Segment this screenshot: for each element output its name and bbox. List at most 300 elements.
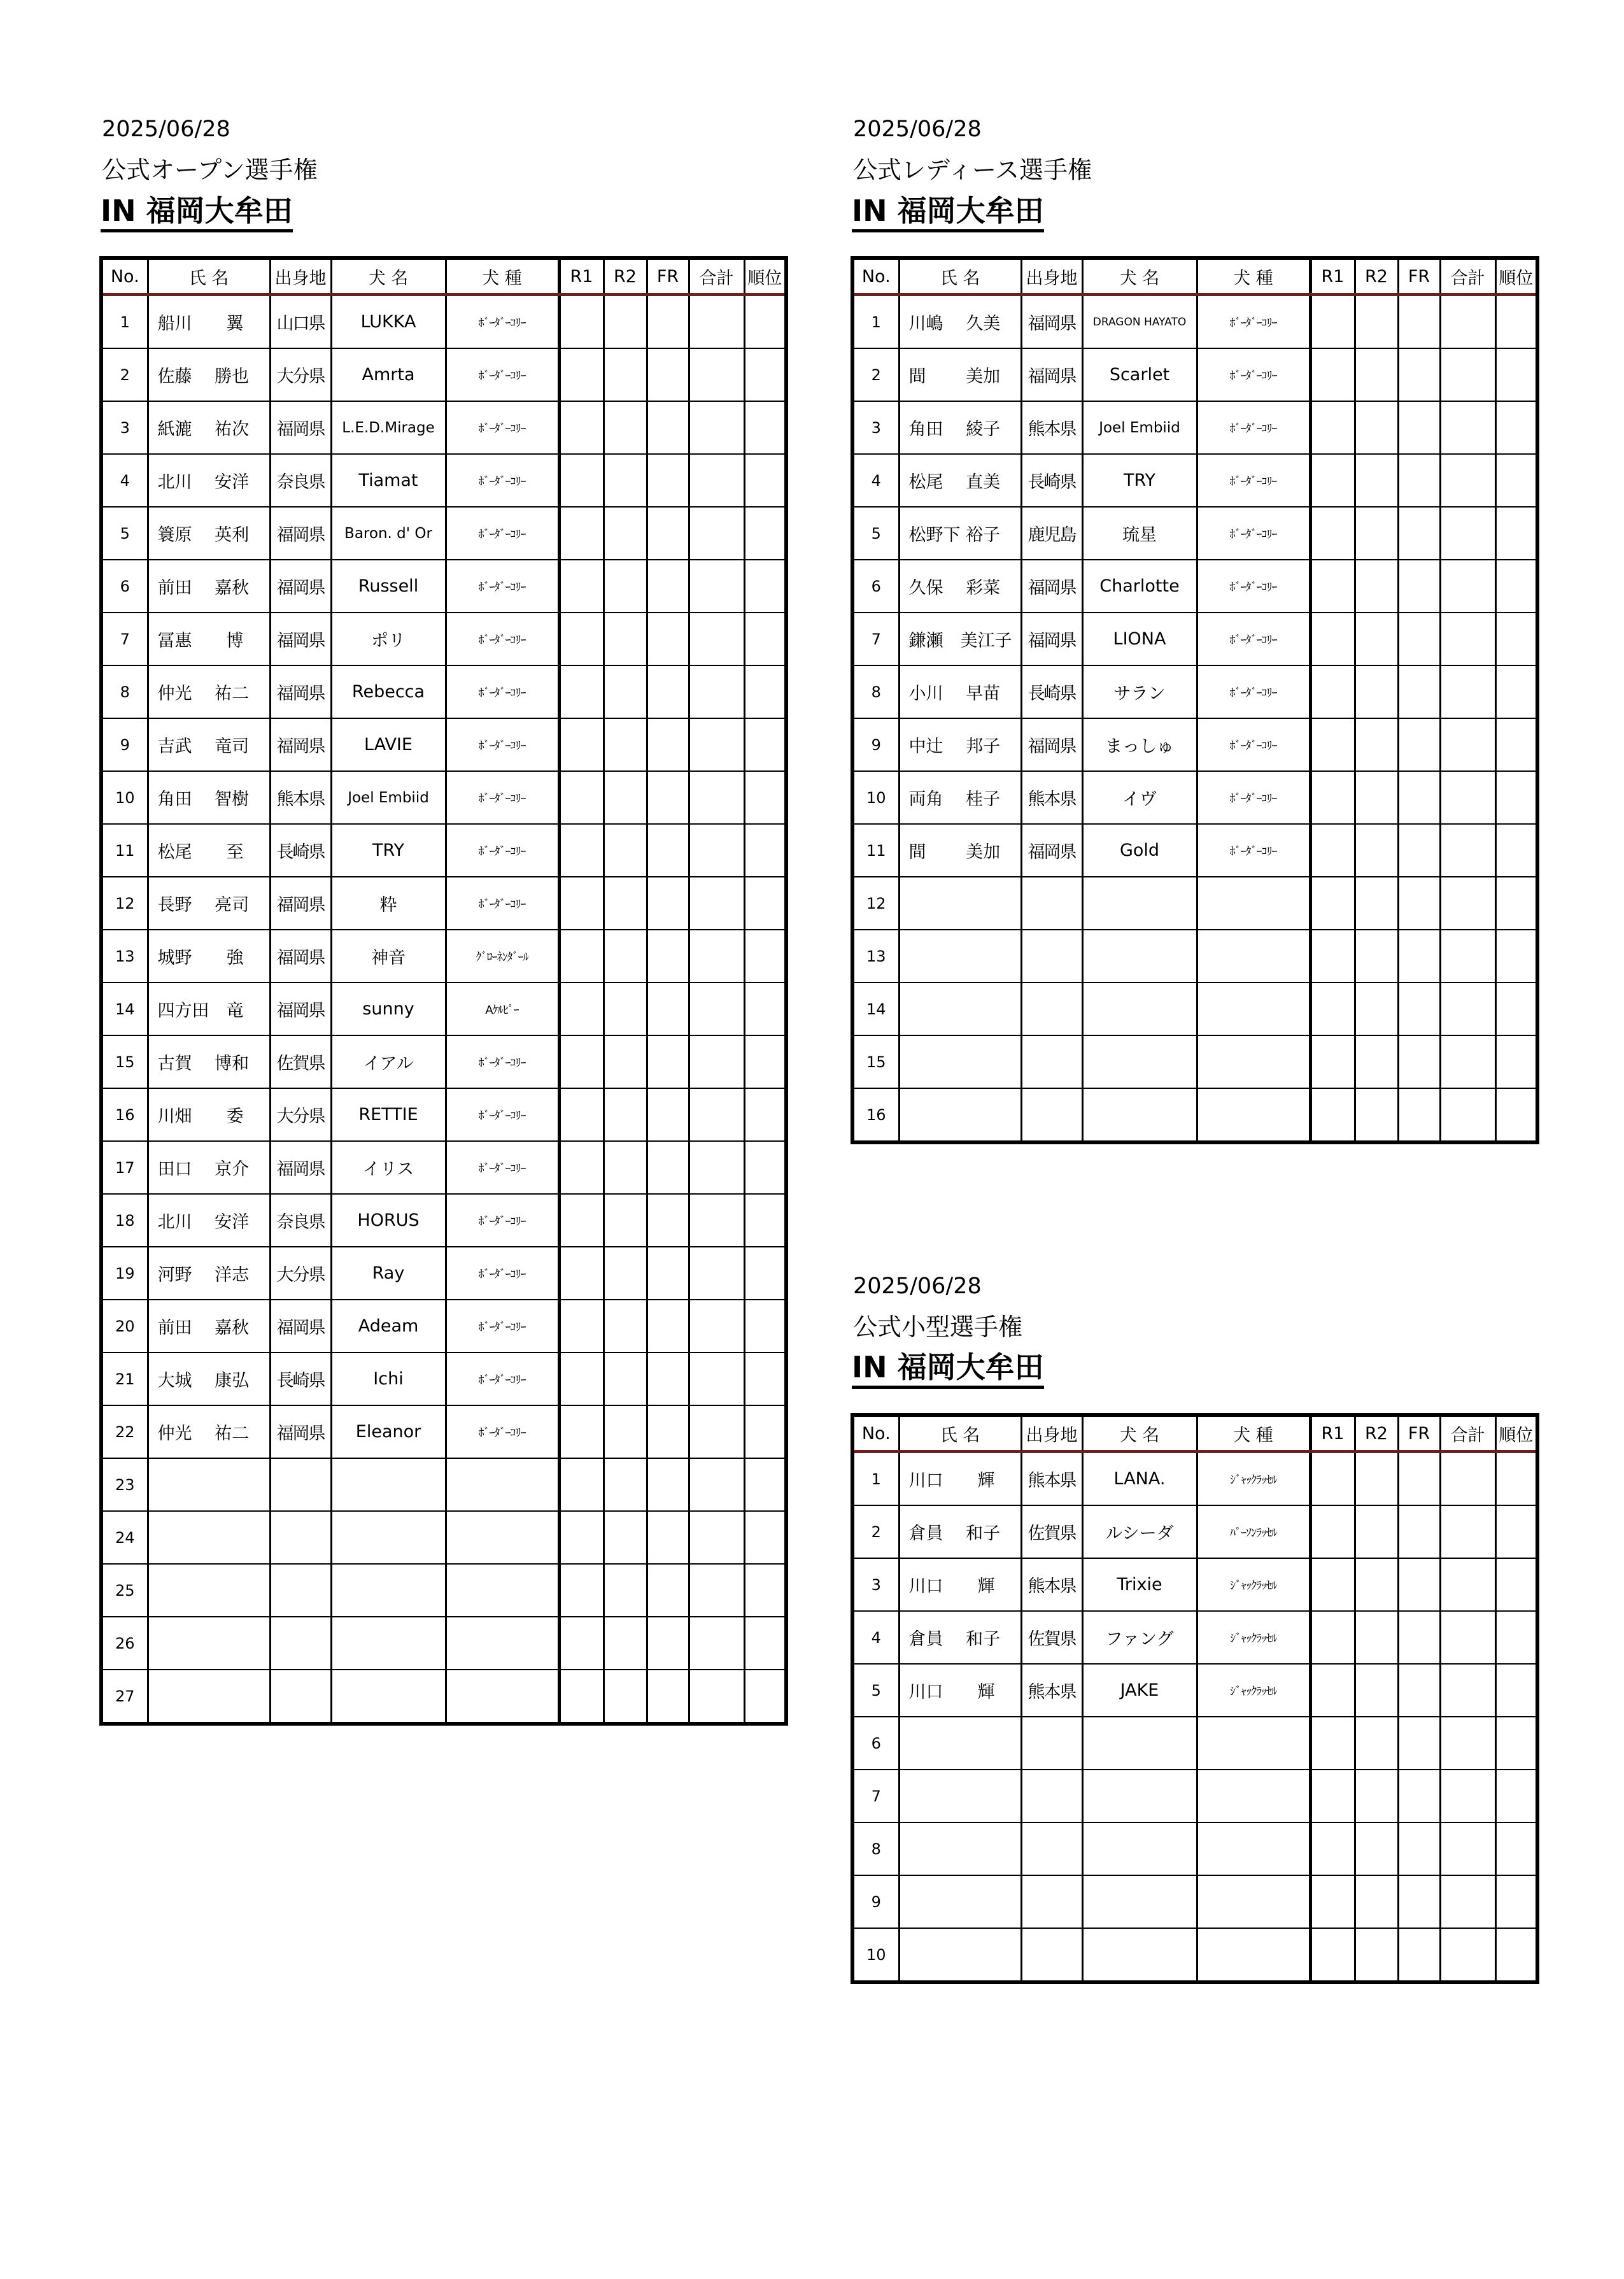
row-breed: ﾎﾞｰﾀﾞｰｺﾘｰ: [1197, 718, 1310, 771]
col-dog: 犬 名: [331, 258, 446, 295]
row-dog-name: Tiamat: [331, 454, 446, 507]
row-dog-name: [1082, 983, 1197, 1035]
row-breed: ｼﾞｬｯｸﾗｯｾﾙ: [1197, 1664, 1310, 1717]
row-breed: ﾎﾞｰﾀﾞｰｺﾘｰ: [446, 1035, 559, 1088]
row-total-score: [689, 401, 744, 454]
row-fr-score: [647, 1035, 689, 1088]
row-dog-name: [1082, 1770, 1197, 1822]
row-r2-score: [604, 1035, 647, 1088]
row-no: 8: [852, 1822, 899, 1875]
row-rank: [744, 824, 786, 877]
row-prefecture: 熊本県: [270, 771, 331, 824]
row-fr-score: [647, 295, 689, 349]
row-total-score: [1440, 507, 1495, 560]
row-dog-name: Gold: [1082, 824, 1197, 877]
row-prefecture: 長崎県: [270, 824, 331, 877]
table-row: [101, 665, 786, 718]
col-breed: 犬 種: [1197, 258, 1310, 295]
row-no: 7: [101, 613, 148, 665]
row-total-score: [689, 295, 744, 349]
row-dog-name: Joel Embiid: [331, 771, 446, 824]
row-r2-score: [604, 348, 647, 401]
row-breed: [1197, 877, 1310, 930]
row-handler-name: 川嶋 久美: [899, 295, 1021, 349]
row-prefecture: 大分県: [270, 1247, 331, 1300]
table-row: [852, 718, 1537, 771]
row-fr-score: [1398, 1035, 1440, 1088]
row-rank: [1495, 1558, 1537, 1611]
row-r1-score: [559, 824, 604, 877]
row-no: 5: [852, 507, 899, 560]
row-r1-score: [1310, 507, 1355, 560]
row-fr-score: [647, 930, 689, 983]
row-no: 6: [852, 560, 899, 613]
row-r1-score: [559, 454, 604, 507]
row-breed: ﾎﾞｰﾀﾞｰｺﾘｰ: [446, 1352, 559, 1405]
row-fr-score: [1398, 930, 1440, 983]
row-handler-name: [899, 1928, 1021, 1982]
row-breed: ﾎﾞｰﾀﾞｰｺﾘｰ: [446, 295, 559, 349]
table-row: [101, 1670, 786, 1724]
row-fr-score: [647, 454, 689, 507]
row-handler-name: 鎌瀬 美江子: [899, 613, 1021, 665]
row-handler-name: 間 美加: [899, 824, 1021, 877]
row-fr-score: [1398, 454, 1440, 507]
table-row: [101, 1617, 786, 1670]
row-dog-name: Adeam: [331, 1300, 446, 1352]
row-dog-name: Ichi: [331, 1352, 446, 1405]
row-prefecture: 鹿児島: [1021, 507, 1082, 560]
row-handler-name: 久保 彩菜: [899, 560, 1021, 613]
row-fr-score: [1398, 1770, 1440, 1822]
table-row: [852, 560, 1537, 613]
row-prefecture: [1021, 1822, 1082, 1875]
table-row: [101, 1511, 786, 1564]
row-r1-score: [1310, 1875, 1355, 1928]
row-dog-name: [331, 1564, 446, 1617]
row-prefecture: 福岡県: [270, 560, 331, 613]
row-r1-score: [1310, 1505, 1355, 1558]
table-row: [101, 1141, 786, 1194]
row-r2-score: [604, 1300, 647, 1352]
row-handler-name: [148, 1458, 270, 1511]
row-breed: [446, 1617, 559, 1670]
row-dog-name: Scarlet: [1082, 348, 1197, 401]
row-rank: [1495, 1611, 1537, 1664]
row-dog-name: まっしゅ: [1082, 718, 1197, 771]
row-no: 10: [101, 771, 148, 824]
row-r1-score: [559, 1617, 604, 1670]
row-rank: [744, 348, 786, 401]
row-prefecture: 福岡県: [1021, 560, 1082, 613]
table-row: [101, 1405, 786, 1458]
row-handler-name: 船川 翼: [148, 295, 270, 349]
row-r2-score: [604, 295, 647, 349]
row-total-score: [1440, 454, 1495, 507]
row-fr-score: [647, 1405, 689, 1458]
row-total-score: [689, 983, 744, 1035]
row-r2-score: [604, 1405, 647, 1458]
row-r2-score: [604, 560, 647, 613]
row-total-score: [689, 718, 744, 771]
row-rank: [744, 1194, 786, 1247]
table-row: [101, 401, 786, 454]
row-fr-score: [647, 1458, 689, 1511]
col-r2: R2: [1355, 1415, 1398, 1452]
row-rank: [744, 983, 786, 1035]
row-dog-name: sunny: [331, 983, 446, 1035]
row-r1-score: [1310, 1611, 1355, 1664]
row-total-score: [1440, 771, 1495, 824]
row-dog-name: [1082, 1717, 1197, 1770]
row-no: 5: [101, 507, 148, 560]
row-rank: [744, 401, 786, 454]
row-no: 9: [101, 718, 148, 771]
row-r2-score: [604, 1458, 647, 1511]
row-rank: [1495, 877, 1537, 930]
row-prefecture: 奈良県: [270, 454, 331, 507]
row-r1-score: [559, 718, 604, 771]
table-header-row: [101, 258, 786, 295]
row-total-score: [689, 454, 744, 507]
col-fr: FR: [647, 258, 689, 295]
row-r2-score: [604, 1194, 647, 1247]
row-fr-score: [647, 401, 689, 454]
row-total-score: [1440, 560, 1495, 613]
col-total: 合計: [689, 258, 744, 295]
row-breed: [1197, 1822, 1310, 1875]
row-handler-name: 松野下 裕子: [899, 507, 1021, 560]
col-fr: FR: [1398, 1415, 1440, 1452]
row-r2-score: [1355, 1088, 1398, 1142]
small-title: 公式小型選手権: [853, 1313, 1023, 1341]
row-total-score: [689, 560, 744, 613]
row-r1-score: [1310, 983, 1355, 1035]
col-total: 合計: [1440, 1415, 1495, 1452]
row-total-score: [689, 1088, 744, 1141]
row-rank: [744, 1617, 786, 1670]
row-r2-score: [1355, 1875, 1398, 1928]
row-r1-score: [1310, 1928, 1355, 1982]
col-no: No.: [852, 258, 899, 295]
row-no: 5: [852, 1664, 899, 1717]
row-r1-score: [1310, 1035, 1355, 1088]
row-r1-score: [1310, 348, 1355, 401]
row-fr-score: [1398, 1558, 1440, 1611]
row-rank: [744, 507, 786, 560]
row-prefecture: 福岡県: [1021, 613, 1082, 665]
row-rank: [744, 1035, 786, 1088]
row-rank: [1495, 401, 1537, 454]
row-rank: [744, 877, 786, 930]
row-r1-score: [1310, 1452, 1355, 1506]
row-total-score: [1440, 1822, 1495, 1875]
row-no: 19: [101, 1247, 148, 1300]
row-handler-name: 簑原 英利: [148, 507, 270, 560]
row-breed: ｸﾞﾛｰﾈﾝﾀﾞｰﾙ: [446, 930, 559, 983]
col-rank: 順位: [744, 258, 786, 295]
col-name: 氏 名: [899, 258, 1021, 295]
ladies-date: 2025/06/28: [853, 117, 982, 142]
row-r2-score: [1355, 454, 1398, 507]
row-no: 4: [852, 454, 899, 507]
row-total-score: [1440, 613, 1495, 665]
row-fr-score: [647, 507, 689, 560]
row-prefecture: 福岡県: [1021, 718, 1082, 771]
row-rank: [744, 454, 786, 507]
row-handler-name: 長野 亮司: [148, 877, 270, 930]
row-total-score: [1440, 1452, 1495, 1506]
table-row: [852, 348, 1537, 401]
row-no: 6: [101, 560, 148, 613]
row-breed: ﾎﾞｰﾀﾞｰｺﾘｰ: [1197, 560, 1310, 613]
row-total-score: [1440, 295, 1495, 349]
row-dog-name: ファング: [1082, 1611, 1197, 1664]
row-breed: ﾎﾞｰﾀﾞｰｺﾘｰ: [1197, 824, 1310, 877]
row-handler-name: 川口 輝: [899, 1664, 1021, 1717]
row-no: 3: [101, 401, 148, 454]
row-r1-score: [1310, 1717, 1355, 1770]
row-prefecture: [1021, 1035, 1082, 1088]
row-rank: [744, 1088, 786, 1141]
row-no: 17: [101, 1141, 148, 1194]
row-fr-score: [1398, 1505, 1440, 1558]
row-breed: ﾎﾞｰﾀﾞｰｺﾘｰ: [446, 1405, 559, 1458]
row-dog-name: [331, 1458, 446, 1511]
table-row: [852, 1035, 1537, 1088]
row-fr-score: [1398, 665, 1440, 718]
row-fr-score: [647, 1564, 689, 1617]
row-r2-score: [1355, 1928, 1398, 1982]
col-dog: 犬 名: [1082, 258, 1197, 295]
row-rank: [1495, 560, 1537, 613]
row-prefecture: 福岡県: [270, 930, 331, 983]
row-handler-name: 角田 智樹: [148, 771, 270, 824]
row-breed: [1197, 930, 1310, 983]
row-total-score: [1440, 1611, 1495, 1664]
row-r1-score: [1310, 454, 1355, 507]
row-r2-score: [1355, 665, 1398, 718]
row-breed: ﾎﾞｰﾀﾞｰｺﾘｰ: [446, 560, 559, 613]
row-prefecture: [270, 1670, 331, 1724]
row-total-score: [1440, 930, 1495, 983]
row-no: 14: [101, 983, 148, 1035]
row-breed: ﾎﾞｰﾀﾞｰｺﾘｰ: [446, 771, 559, 824]
row-dog-name: [1082, 1822, 1197, 1875]
row-breed: [1197, 1088, 1310, 1142]
row-rank: [1495, 1505, 1537, 1558]
row-total-score: [689, 1352, 744, 1405]
row-handler-name: [899, 1875, 1021, 1928]
table-row: [101, 1088, 786, 1141]
row-breed: ﾎﾞｰﾀﾞｰｺﾘｰ: [1197, 771, 1310, 824]
row-r2-score: [604, 877, 647, 930]
table-row: [101, 983, 786, 1035]
row-no: 9: [852, 1875, 899, 1928]
row-breed: [1197, 1928, 1310, 1982]
row-dog-name: [1082, 1088, 1197, 1142]
table-row: [852, 1088, 1537, 1142]
row-r2-score: [604, 1564, 647, 1617]
row-r1-score: [559, 401, 604, 454]
small-score-table: [851, 1413, 1539, 1984]
row-breed: ﾎﾞｰﾀﾞｰｺﾘｰ: [446, 507, 559, 560]
row-fr-score: [647, 1088, 689, 1141]
row-r2-score: [604, 507, 647, 560]
table-row: [852, 1505, 1537, 1558]
row-no: 15: [852, 1035, 899, 1088]
row-total-score: [689, 348, 744, 401]
row-total-score: [1440, 1770, 1495, 1822]
row-r1-score: [1310, 560, 1355, 613]
col-pref: 出身地: [270, 258, 331, 295]
row-fr-score: [1398, 613, 1440, 665]
row-r2-score: [1355, 771, 1398, 824]
row-dog-name: Charlotte: [1082, 560, 1197, 613]
row-prefecture: 福岡県: [270, 1141, 331, 1194]
row-no: 25: [101, 1564, 148, 1617]
row-dog-name: Baron. d' Or: [331, 507, 446, 560]
row-r1-score: [559, 1352, 604, 1405]
row-handler-name: [148, 1511, 270, 1564]
row-prefecture: 熊本県: [1021, 1452, 1082, 1506]
row-breed: ﾊﾟｰｿﾝﾗｯｾﾙ: [1197, 1505, 1310, 1558]
row-r1-score: [1310, 877, 1355, 930]
row-prefecture: [270, 1511, 331, 1564]
row-fr-score: [1398, 771, 1440, 824]
col-r1: R1: [1310, 1415, 1355, 1452]
row-rank: [744, 1670, 786, 1724]
row-prefecture: 福岡県: [270, 613, 331, 665]
row-breed: [446, 1511, 559, 1564]
table-row: [852, 665, 1537, 718]
row-r2-score: [1355, 295, 1398, 349]
table-row: [101, 1300, 786, 1352]
row-breed: ﾎﾞｰﾀﾞｰｺﾘｰ: [1197, 665, 1310, 718]
row-prefecture: [1021, 877, 1082, 930]
row-handler-name: 北川 安洋: [148, 1194, 270, 1247]
row-handler-name: 倉員 和子: [899, 1505, 1021, 1558]
row-prefecture: [270, 1564, 331, 1617]
row-r1-score: [1310, 401, 1355, 454]
ladies-venue: IN 福岡大牟田: [852, 194, 1044, 232]
col-r1: R1: [559, 258, 604, 295]
row-rank: [1495, 1875, 1537, 1928]
row-r2-score: [604, 771, 647, 824]
row-no: 2: [852, 1505, 899, 1558]
row-breed: ﾎﾞｰﾀﾞｰｺﾘｰ: [446, 1088, 559, 1141]
row-breed: ﾎﾞｰﾀﾞｰｺﾘｰ: [446, 1247, 559, 1300]
row-r2-score: [604, 1141, 647, 1194]
row-dog-name: [1082, 1035, 1197, 1088]
row-no: 11: [852, 824, 899, 877]
row-fr-score: [647, 1300, 689, 1352]
row-total-score: [1440, 1035, 1495, 1088]
row-prefecture: [1021, 1717, 1082, 1770]
row-fr-score: [647, 1670, 689, 1724]
row-breed: ﾎﾞｰﾀﾞｰｺﾘｰ: [446, 1194, 559, 1247]
table-row: [852, 1875, 1537, 1928]
row-breed: ﾎﾞｰﾀﾞｰｺﾘｰ: [446, 877, 559, 930]
row-dog-name: [331, 1617, 446, 1670]
table-row: [101, 560, 786, 613]
row-r1-score: [559, 665, 604, 718]
row-handler-name: 城野 強: [148, 930, 270, 983]
row-rank: [744, 560, 786, 613]
small-date: 2025/06/28: [853, 1274, 982, 1299]
row-breed: [1197, 1875, 1310, 1928]
row-r2-score: [1355, 983, 1398, 1035]
row-r2-score: [604, 1511, 647, 1564]
row-total-score: [1440, 718, 1495, 771]
row-fr-score: [647, 1352, 689, 1405]
row-r2-score: [1355, 613, 1398, 665]
row-breed: ﾎﾞｰﾀﾞｰｺﾘｰ: [446, 454, 559, 507]
row-fr-score: [647, 824, 689, 877]
row-r2-score: [1355, 718, 1398, 771]
row-prefecture: 福岡県: [270, 1300, 331, 1352]
table-row: [101, 1564, 786, 1617]
row-total-score: [1440, 1875, 1495, 1928]
ladies-score-table: [851, 256, 1539, 1144]
table-row: [852, 613, 1537, 665]
row-r2-score: [604, 613, 647, 665]
row-r1-score: [1310, 613, 1355, 665]
row-total-score: [689, 1458, 744, 1511]
row-prefecture: [1021, 1875, 1082, 1928]
row-fr-score: [1398, 824, 1440, 877]
table-row: [852, 1928, 1537, 1982]
row-breed: ﾎﾞｰﾀﾞｰｺﾘｰ: [1197, 613, 1310, 665]
row-fr-score: [647, 718, 689, 771]
row-prefecture: 大分県: [270, 1088, 331, 1141]
row-total-score: [689, 771, 744, 824]
table-row: [852, 1558, 1537, 1611]
col-r2: R2: [604, 258, 647, 295]
open-date: 2025/06/28: [102, 117, 230, 142]
row-no: 16: [101, 1088, 148, 1141]
row-fr-score: [1398, 1928, 1440, 1982]
open-venue: IN 福岡大牟田: [101, 194, 293, 232]
row-prefecture: 熊本県: [1021, 771, 1082, 824]
row-handler-name: [899, 930, 1021, 983]
row-fr-score: [647, 1511, 689, 1564]
row-total-score: [689, 1194, 744, 1247]
row-no: 4: [101, 454, 148, 507]
row-r1-score: [559, 348, 604, 401]
row-breed: ﾎﾞｰﾀﾞｰｺﾘｰ: [1197, 295, 1310, 349]
table-row: [852, 507, 1537, 560]
table-row: [852, 401, 1537, 454]
row-dog-name: DRAGON HAYATO: [1082, 295, 1197, 349]
row-breed: Aｹﾙﾋﾟｰ: [446, 983, 559, 1035]
row-total-score: [1440, 983, 1495, 1035]
row-handler-name: [148, 1564, 270, 1617]
row-r2-score: [604, 1247, 647, 1300]
row-breed: ﾎﾞｰﾀﾞｰｺﾘｰ: [446, 1300, 559, 1352]
row-fr-score: [647, 1194, 689, 1247]
row-fr-score: [1398, 1664, 1440, 1717]
row-breed: [446, 1458, 559, 1511]
row-no: 12: [101, 877, 148, 930]
row-handler-name: 両角 桂子: [899, 771, 1021, 824]
row-prefecture: 大分県: [270, 348, 331, 401]
row-breed: ｼﾞｬｯｸﾗｯｾﾙ: [1197, 1558, 1310, 1611]
table-row: [101, 718, 786, 771]
row-no: 9: [852, 718, 899, 771]
row-rank: [1495, 983, 1537, 1035]
row-total-score: [689, 824, 744, 877]
